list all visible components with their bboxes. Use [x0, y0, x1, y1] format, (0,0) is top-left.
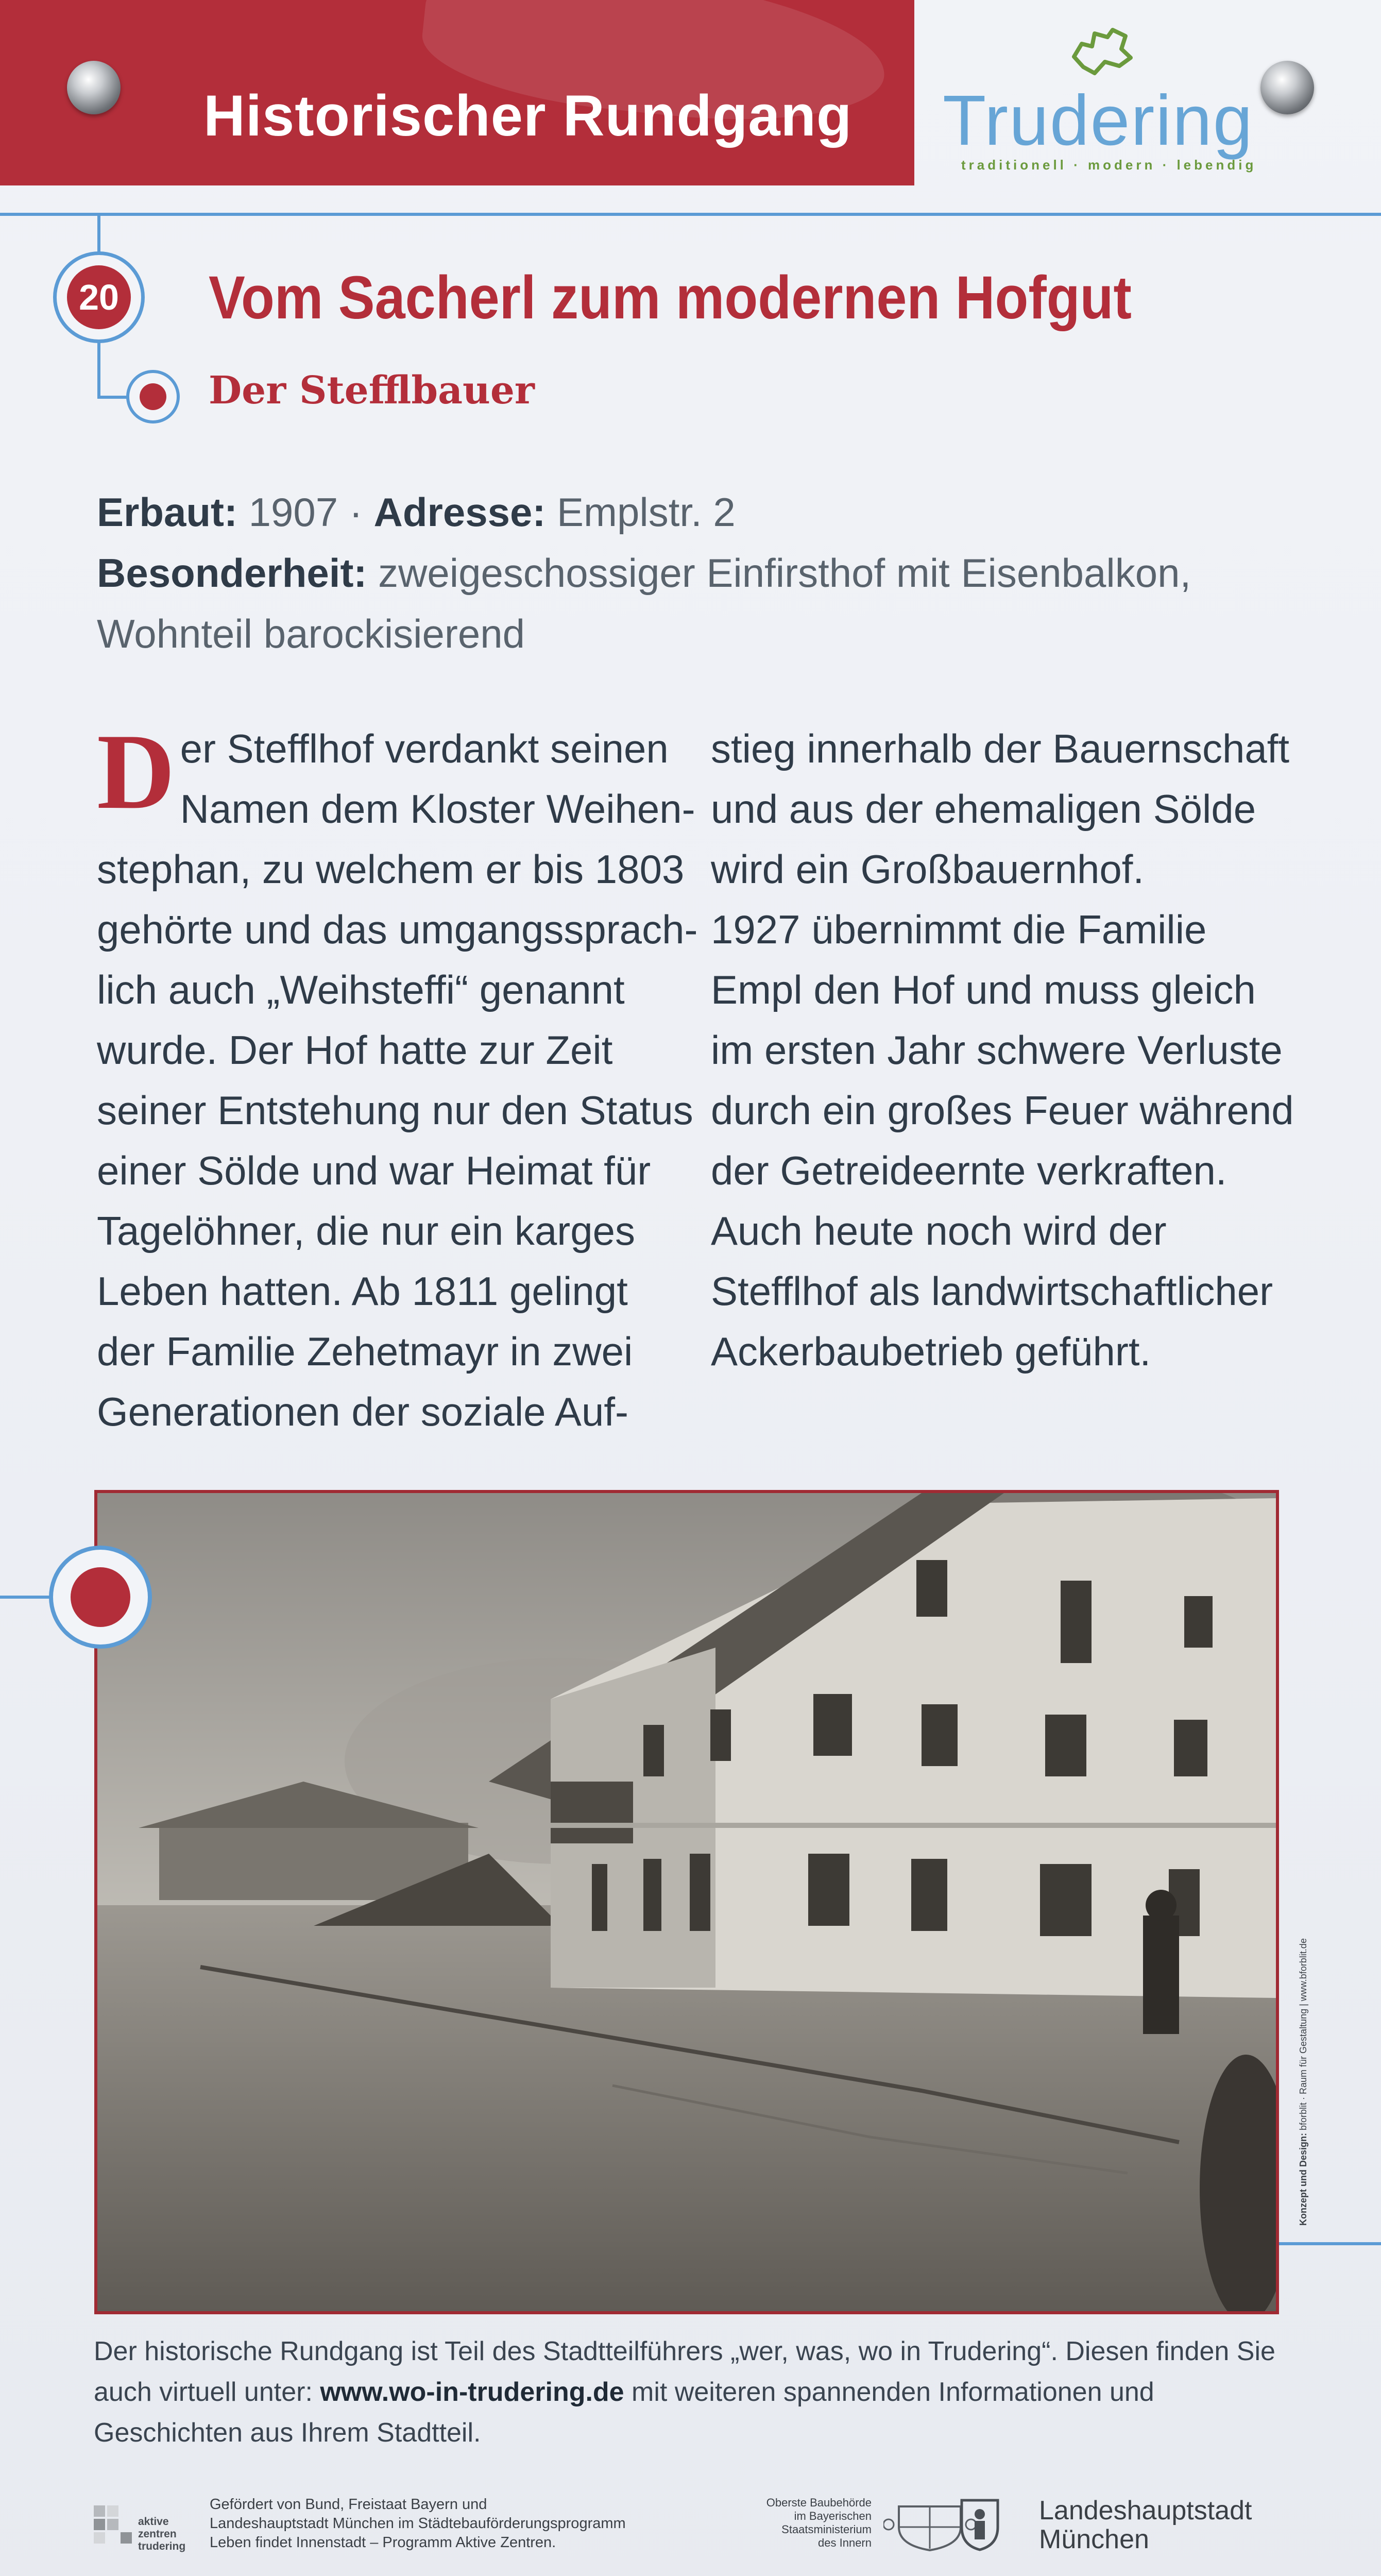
station-connector-top: [97, 213, 100, 253]
facts-separator: ·: [349, 489, 363, 535]
funding-line: Gefördert von Bund, Freistaat Bayern und: [210, 2496, 487, 2513]
mounting-screw-top-right: [1260, 61, 1314, 114]
district-outline-icon: [1064, 26, 1136, 82]
body-line: wurde. Der Hof hatte zur Zeit: [97, 1027, 613, 1073]
photo-connector-left: [0, 1596, 52, 1599]
address-label: Adresse:: [373, 489, 546, 535]
caption-part2: mit weiteren spannenden Informationen und Geschichten aus Ihrem Stadtteil.: [94, 2377, 1154, 2448]
body-line: er Stefflhof verdankt seinen: [180, 726, 669, 771]
body-line: Tagelöhner, die nur ein karges: [97, 1208, 636, 1253]
station-connector-side: [97, 396, 128, 399]
aktive-zentren-logo: [94, 2500, 197, 2557]
body-column-right: [711, 719, 1303, 1382]
drop-cap: D: [97, 712, 175, 832]
caption-text: [94, 2331, 1294, 2453]
body-line: im ersten Jahr schwere Verluste: [711, 1027, 1283, 1073]
funding-line: Landeshauptstadt München im Städtebauförderungsprogramm: [210, 2515, 626, 2532]
city-line: Landeshauptstadt: [1039, 2496, 1252, 2526]
header-rule: [0, 213, 1381, 216]
trudering-logo: [943, 26, 1257, 173]
design-credit: [1298, 1938, 1309, 2226]
body-line: Leben hatten. Ab 1811 gelingt: [97, 1268, 628, 1314]
photo-marker-icon: [49, 1546, 152, 1649]
body-line: gehörte und das umgangssprach-: [97, 907, 698, 952]
farmhouse-photo-illustration: [97, 1493, 1276, 2311]
sponsor-footer: [94, 2491, 1294, 2568]
logo-wordmark: Trudering: [943, 81, 1254, 160]
special-label: Besonderheit:: [97, 550, 367, 596]
header-band: [0, 0, 914, 185]
station-title: Vom Sacherl zum modernen Hofgut: [209, 264, 1132, 332]
built-value: 1907: [248, 489, 338, 535]
body-line: durch ein großes Feuer während: [711, 1088, 1294, 1133]
funding-notice: [210, 2495, 626, 2552]
subtitle-marker-icon: [126, 370, 180, 423]
ministry-line: im Bayerischen: [794, 2510, 872, 2522]
funding-line: Leben findet Innenstadt – Programm Aktive Zentren.: [210, 2534, 556, 2551]
address-value: Emplstr. 2: [557, 489, 736, 535]
credit-label: Konzept und Design:: [1298, 2133, 1308, 2226]
body-line: einer Sölde und war Heimat für: [97, 1148, 651, 1193]
facts-line-2: [97, 543, 1307, 664]
ministry-line: des Innern: [818, 2536, 872, 2549]
body-column-left: [97, 712, 698, 1442]
mounting-screw-top-left: [67, 61, 121, 114]
header-title: Historischer Rundgang: [203, 83, 853, 148]
marker-dot: [71, 1567, 130, 1627]
credit-text: bforblit · Raum für Gestaltung | www.bforblit.de: [1298, 1938, 1308, 2130]
ministry-name: [694, 2496, 872, 2550]
body-line: und aus der ehemaligen Sölde: [711, 786, 1256, 832]
historic-photo: [94, 1490, 1279, 2314]
body-line: der Getreideernte verkraften.: [711, 1148, 1227, 1193]
body-line: Empl den Hof und muss gleich: [711, 967, 1256, 1012]
building-facts: [97, 482, 1307, 664]
body-line: Generationen der soziale Auf-: [97, 1389, 628, 1434]
station-subtitle: Der Stefflbauer: [209, 368, 535, 413]
station-number: 20: [67, 265, 131, 329]
city-line: München: [1039, 2524, 1149, 2554]
body-line: 1927 übernimmt die Familie: [711, 907, 1207, 952]
website-link[interactable]: www.wo-in-trudering.de: [320, 2377, 624, 2407]
body-line: Auch heute noch wird der: [711, 1208, 1167, 1253]
body-line: seiner Entstehung nur den Status: [97, 1088, 693, 1133]
munich-city-name: [1039, 2496, 1252, 2554]
body-line: lich auch „Weihsteffi“ genannt: [97, 967, 625, 1012]
body-line: Namen dem Kloster Weihen-: [180, 786, 695, 832]
body-line: Ackerbaubetrieb geführt.: [711, 1329, 1151, 1374]
body-line: der Familie Zehetmayr in zwei: [97, 1329, 633, 1374]
photo-connector-right: [1279, 2242, 1381, 2245]
caption-part1: Der historische Rundgang ist Teil des Stadtteilführers „wer, was, wo in Trudering“. Diesen finden Sie auch virtuell unter:: [94, 2336, 1275, 2407]
station-number-badge: [53, 251, 145, 343]
logo-tagline: traditionell · modern · lebendig: [961, 157, 1257, 173]
body-line: wird ein Großbauernhof.: [711, 846, 1145, 892]
ministry-line: Staatsministerium: [781, 2523, 872, 2536]
aktive-line: trudering: [138, 2540, 186, 2552]
munich-kindl-icon: [957, 2496, 1003, 2552]
station-connector-down: [97, 342, 100, 399]
aktive-zentren-icon: [94, 2500, 135, 2552]
aktive-zentren-text: [138, 2516, 185, 2553]
built-label: Erbaut:: [97, 489, 237, 535]
aktive-line: zentren: [138, 2528, 177, 2540]
facts-line-1: [97, 482, 1307, 543]
special-value: zweigeschossiger Einfirsthof mit Eisenbalkon, Wohnteil barockisierend: [97, 550, 1191, 656]
ministry-line: Oberste Baubehörde: [766, 2496, 872, 2509]
aktive-line: aktive: [138, 2516, 169, 2528]
body-line: stephan, zu welchem er bis 1803: [97, 846, 685, 892]
marker-dot: [140, 383, 166, 410]
body-line: Stefflhof als landwirtschaftlicher: [711, 1268, 1273, 1314]
body-line: stieg innerhalb der Bauernschaft: [711, 726, 1290, 771]
